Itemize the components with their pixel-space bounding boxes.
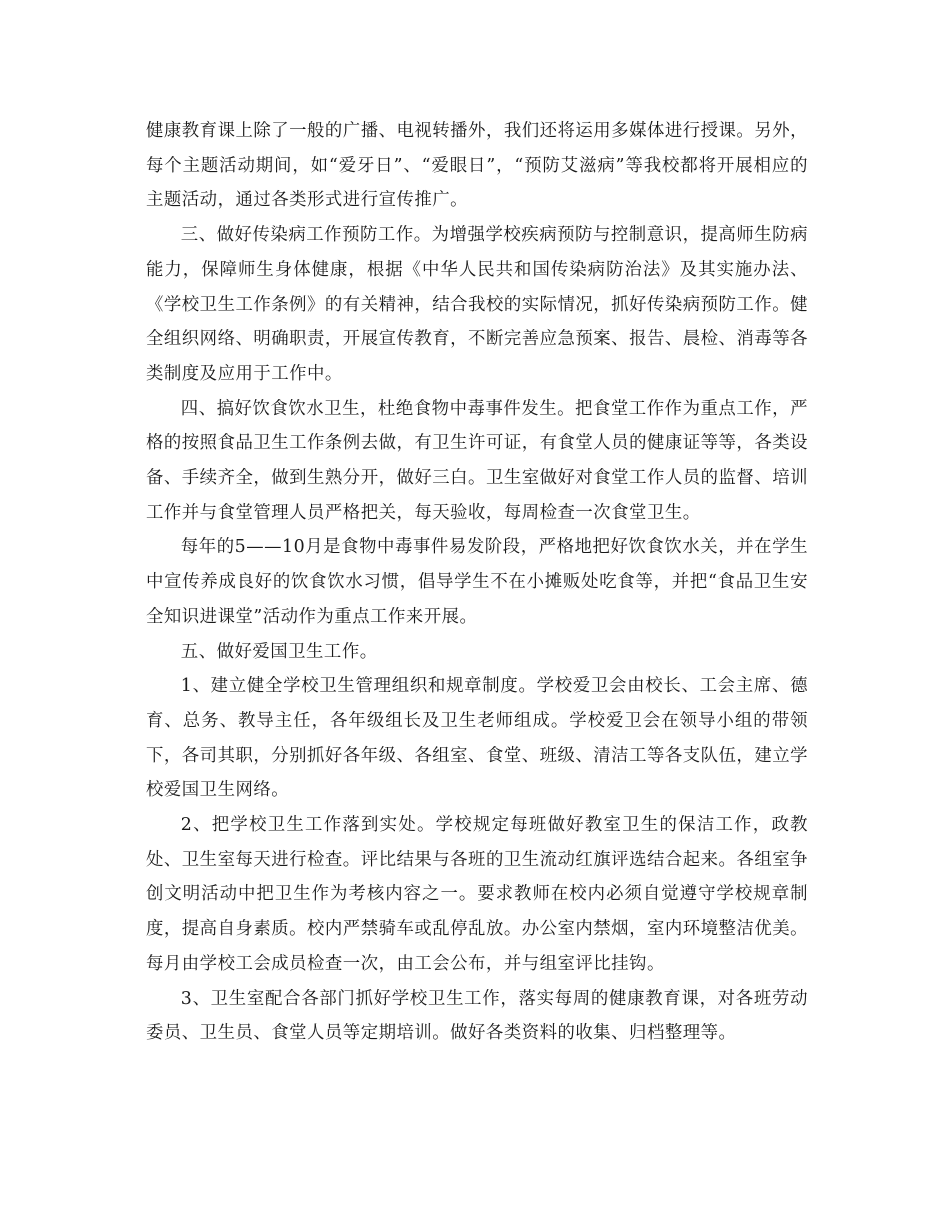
paragraph: 3、卫生室配合各部门抓好学校卫生工作，落实每周的健康教育课，对各班劳动委员、卫生员、食堂人员等定期培训。做好各类资料的收集、归档整理等。 — [146, 988, 808, 1044]
paragraph: 五、做好爱国卫生工作。 — [180, 641, 378, 662]
paragraph: 每年的5——10月是食物中毒事件易发阶段，严格地把好饮食饮水关，并在学生中宣传养成良好的饮食饮水习惯，倡导学生不在小摊贩处吃食等，并把“食品卫生安全知识进课堂”活动作为重点工作来开展。 — [146, 537, 808, 627]
paragraph: 1、建立健全学校卫生管理组织和规章制度。学校爱卫会由校长、工会主席、德育、总务、教导主任，各年级组长及卫生老师组成。学校爱卫会在领导小组的带领下，各司其职，分别抓好各年级、各组室、食堂、班级、清洁工等各支队伍，建立学校爱国卫生网络。 — [146, 676, 808, 801]
document-body — [146, 114, 808, 1051]
paragraph: 四、搞好饮食饮水卫生，杜绝食物中毒事件发生。把食堂工作作为重点工作，严格的按照食品卫生工作条例去做，有卫生许可证，有食堂人员的健康证等等，各类设备、手续齐全，做到生熟分开，做好三白。卫生室做好对食堂工作人员的监督、培训工作并与食堂管理人员严格把关，每天验收，每周检查一次食堂卫生。 — [146, 398, 808, 523]
paragraph: 2、把学校卫生工作落到实处。学校规定每班做好教室卫生的保洁工作，政教处、卫生室每天进行检查。评比结果与各班的卫生流动红旗评选结合起来。各组室争创文明活动中把卫生作为考核内容之一。要求教师在校内必须自觉遵守学校规章制度，提高自身素质。校内严禁骑车或乱停乱放。办公室内禁烟，室内环境整洁优美。每月由学校工会成员检查一次，由工会公布，并与组室评比挂钩。 — [146, 815, 808, 974]
paragraph: 健康教育课上除了一般的广播、电视转播外，我们还将运用多媒体进行授课。另外，每个主题活动期间，如“爱牙日”、“爱眼日”，“预防艾滋病”等我校都将开展相应的主题活动，通过各类形式进行宣传推广。 — [146, 121, 808, 211]
paragraph: 三、做好传染病工作预防工作。为增强学校疾病预防与控制意识，提高师生防病能力，保障师生身体健康，根据《中华人民共和国传染病防治法》及其实施办法、《学校卫生工作条例》的有关精神，结合我校的实际情况，抓好传染病预防工作。健全组织网络、明确职责，开展宣传教育，不断完善应急预案、报告、晨检、消毒等各类制度及应用于工作中。 — [146, 225, 808, 384]
